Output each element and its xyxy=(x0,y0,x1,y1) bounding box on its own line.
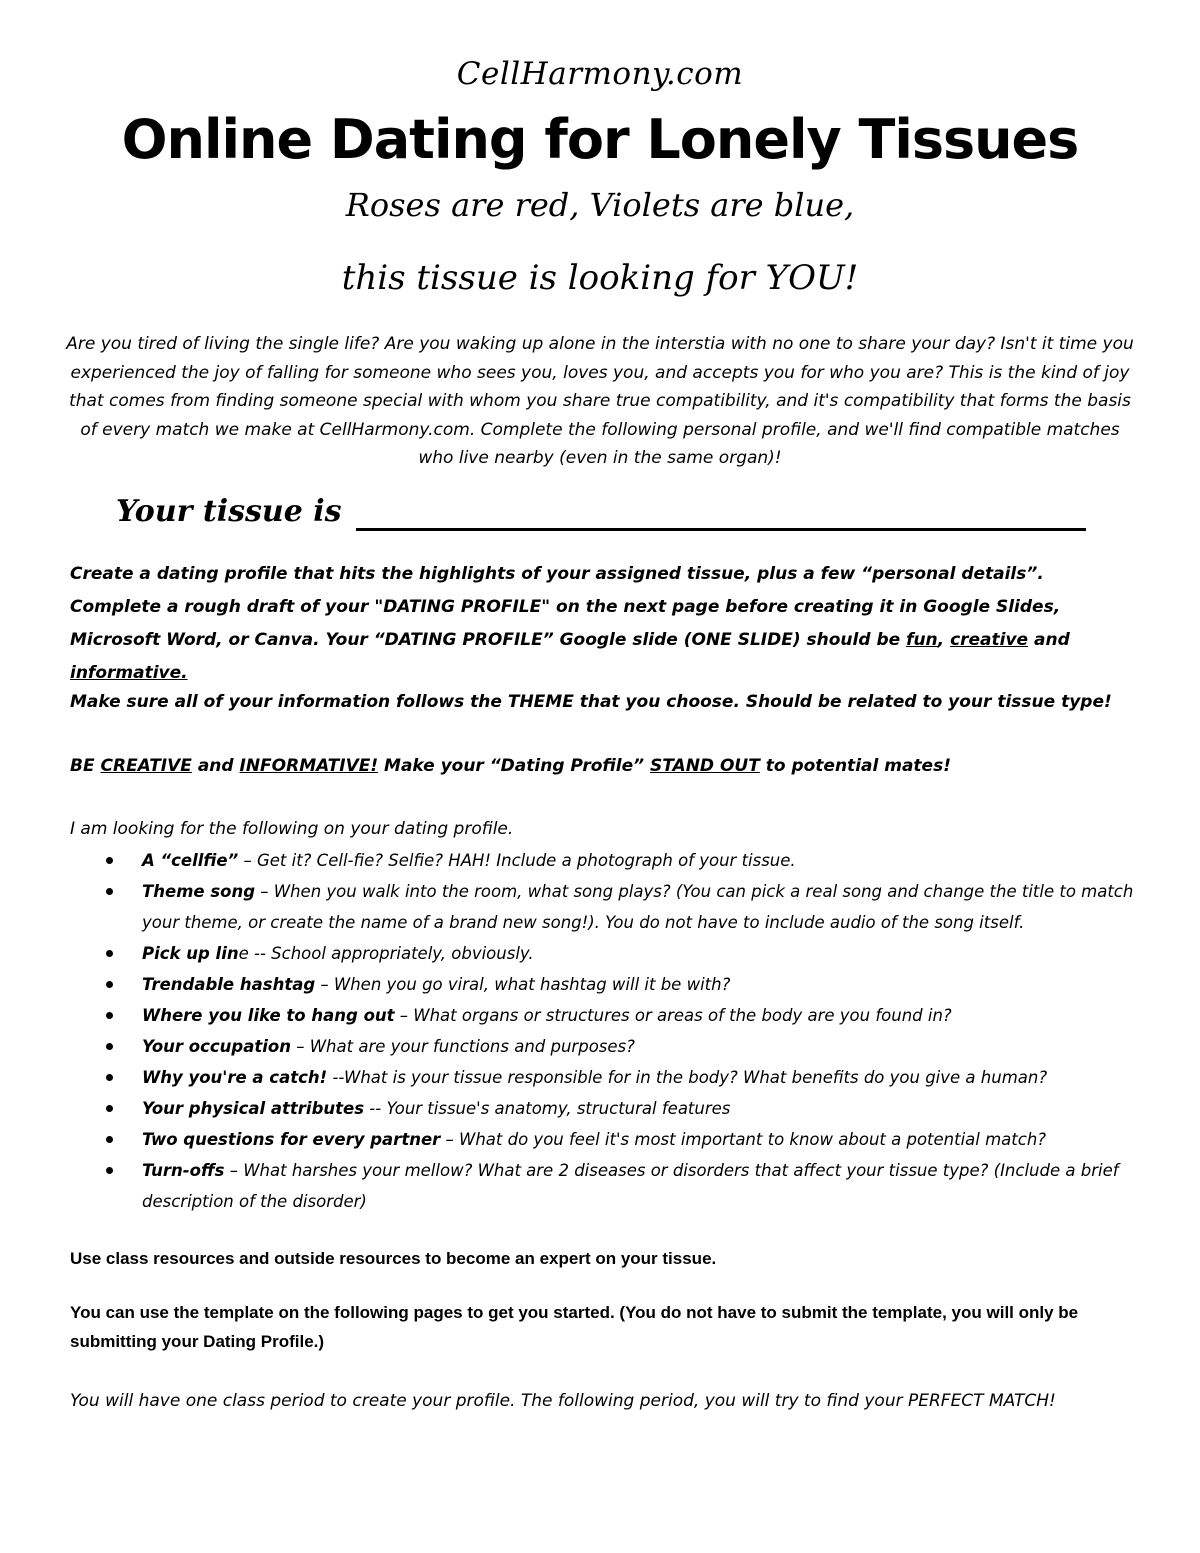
bullet-icon xyxy=(106,888,113,895)
instructions-paragraph-1 xyxy=(70,558,1135,690)
list-item xyxy=(70,969,1135,1000)
poem-line-2: this tissue is looking for YOU! xyxy=(341,258,859,298)
list-item xyxy=(70,1062,1135,1093)
and-text: and xyxy=(1028,630,1070,650)
closing-paragraph: You will have one class period to create your profile. The following period, you will try to find your PERFECT MATCH! xyxy=(70,1391,1056,1411)
list-item-text: -- Your tissue's anatomy, structural features xyxy=(364,1099,731,1118)
theme-paragraph: Make sure all of your information follows the THEME that you choose. Should be related to your tissue type! xyxy=(70,692,1112,712)
mates-text: to potential mates! xyxy=(759,756,951,776)
list-item-label: Theme song xyxy=(142,882,256,901)
bullet-icon xyxy=(106,857,113,864)
tissue-blank-line xyxy=(356,528,1086,531)
bullet-icon xyxy=(106,981,113,988)
bullet-icon xyxy=(106,1043,113,1050)
list-item-label: Two questions for every partner xyxy=(142,1130,441,1149)
stand-out-emphasis: STAND OUT xyxy=(650,756,760,776)
list-item-label: Trendable hashtag xyxy=(142,975,316,994)
bullet-icon xyxy=(106,1105,113,1112)
bullet-icon xyxy=(106,1074,113,1081)
separator-text: , xyxy=(937,630,951,650)
resources-note: Use class resources and outside resources to become an expert on your tissue. xyxy=(70,1249,717,1268)
instructions-text: Create a dating profile that hits the highlights of your assigned tissue, plus a few “personal details”. Complete a rough draft of your "DATING PROFILE" on the next page before creating it in Google Slides, Microsoft Word, or Canva. Your “DATING PROFILE” Google slide (ONE SLIDE) should be xyxy=(70,564,1061,650)
list-item xyxy=(70,1000,1135,1031)
profile-requirements-list xyxy=(70,845,1135,1217)
list-item xyxy=(70,938,1135,969)
list-item-label: A “cellfie” xyxy=(142,851,239,870)
list-item-text: --What is your tissue responsible for in the body? What benefits do you give a human? xyxy=(327,1068,1048,1087)
list-item-text: e -- School appropriately, obviously. xyxy=(238,944,534,963)
bullet-icon xyxy=(106,1012,113,1019)
list-item-text: – What are your functions and purposes? xyxy=(291,1037,635,1056)
template-note: You can use the template on the following pages to get you started. (You do not have to submit the template, you will only be submitting your Dating Profile.) xyxy=(70,1303,1079,1351)
bullet-icon xyxy=(106,1167,113,1174)
list-item xyxy=(70,1093,1135,1124)
list-item-label: Turn-offs xyxy=(142,1161,225,1180)
page-title: Online Dating for Lonely Tissues xyxy=(121,108,1079,171)
looking-for-heading: I am looking for the following on your dating profile. xyxy=(70,819,514,839)
tissue-prompt-row xyxy=(116,494,1096,540)
list-item xyxy=(70,1124,1135,1155)
list-item-label: Your physical attributes xyxy=(142,1099,365,1118)
poem-line-1: Roses are red, Violets are blue, xyxy=(345,186,855,224)
list-item-label: Your occupation xyxy=(142,1037,291,1056)
list-item-label: Pick up lin xyxy=(142,944,239,963)
be-text: BE xyxy=(70,756,101,776)
list-item xyxy=(70,1155,1135,1217)
bullet-icon xyxy=(106,950,113,957)
bullet-icon xyxy=(106,1136,113,1143)
list-item xyxy=(70,845,1135,876)
list-item-text: – What harshes your mellow? What are 2 diseases or disorders that affect your tissue type? (Include a brief description of the disorder) xyxy=(142,1161,1119,1211)
make-profile-text: Make your “Dating Profile” xyxy=(378,756,651,776)
list-item-label: Where you like to hang out xyxy=(142,1006,395,1025)
tissue-prompt-label: Your tissue is xyxy=(116,494,342,529)
creative-caps-emphasis: CREATIVE xyxy=(100,756,192,776)
fun-emphasis: fun xyxy=(906,630,938,650)
list-item-text: – What organs or structures or areas of the body are you found in? xyxy=(394,1006,952,1025)
creative-emphasis: creative xyxy=(950,630,1029,650)
informative-emphasis: informative. xyxy=(70,663,188,683)
list-item-label: Why you're a catch! xyxy=(142,1068,328,1087)
list-item-text: – Get it? Cell-fie? Selfie? HAH! Include a photograph of your tissue. xyxy=(238,851,796,870)
be-creative-paragraph xyxy=(70,752,1135,780)
informative-caps-emphasis: INFORMATIVE! xyxy=(239,756,379,776)
list-item-text: – When you go viral, what hashtag will it be with? xyxy=(315,975,731,994)
site-name: CellHarmony.com xyxy=(456,56,744,92)
list-item-text: – When you walk into the room, what song plays? (You can pick a real song and change the title to match your theme, or create the name of a brand new song!). You do not have to include audio of the song itself. xyxy=(142,882,1134,932)
intro-paragraph: Are you tired of living the single life? Are you waking up alone in the interstia with no one to share your day? Isn't it time you experienced the joy of falling for someone who sees you, loves you, and accepts you for who you are? This is the kind of joy that comes from finding someone special with whom you share true compatibility, and it's compatibility that forms the basis of every match we make at CellHarmony.com. Complete the following personal profile, and we'll find compatible matches who live nearby (even in the same organ)! xyxy=(66,334,1134,468)
list-item xyxy=(70,876,1135,938)
and-text-2: and xyxy=(191,756,240,776)
list-item-text: – What do you feel it's most important to know about a potential match? xyxy=(440,1130,1047,1149)
list-item xyxy=(70,1031,1135,1062)
